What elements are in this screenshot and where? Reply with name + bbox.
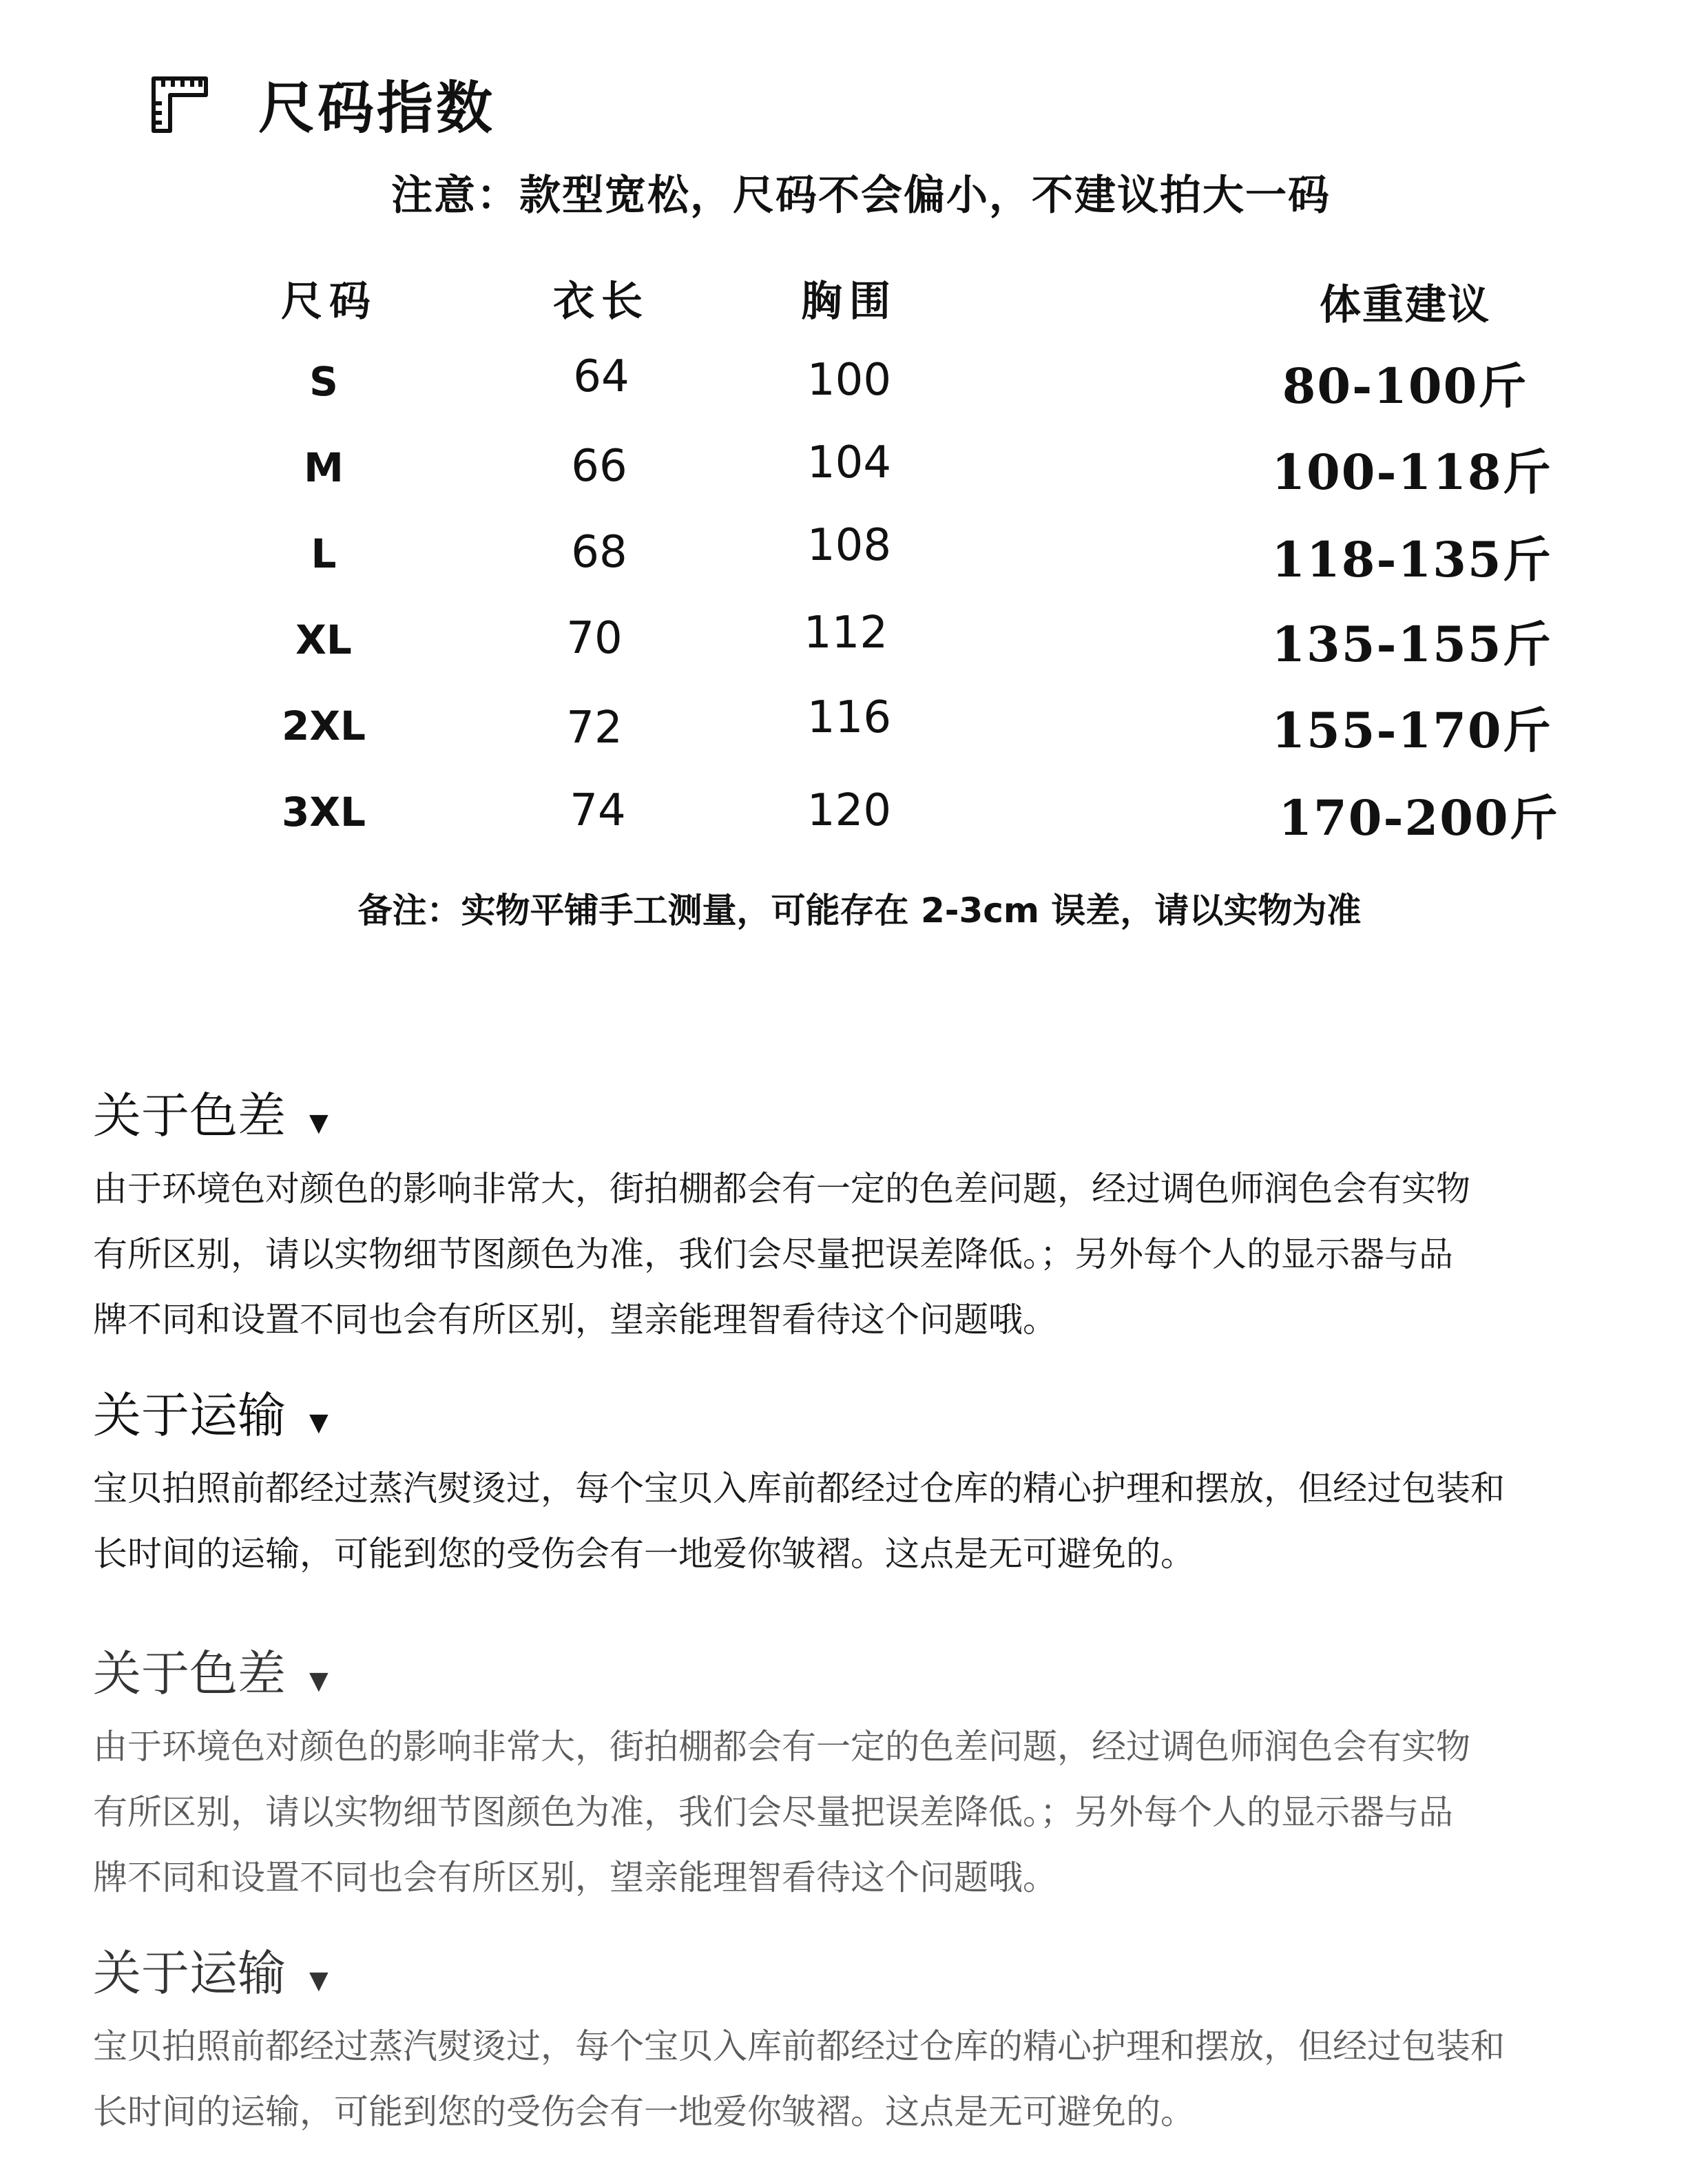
chest-cell: 100 [806,355,892,406]
size-cell: S [309,358,338,405]
size-cell: L [311,530,337,577]
section-body-line: 牌不同和设置不同也会有所区别，望亲能理智看待这个问题哦。 [93,1858,1057,1898]
section-body [93,1156,1677,1353]
page-title: 尺码指数 [258,75,496,141]
section-body-line: 长时间的运输，可能到您的受伤会有一地爱你皱褶。这点是无可避免的。 [93,2092,1195,2132]
table-header-chest: 胸围 [801,278,897,326]
caret-down-icon: ▼ [309,1109,329,1137]
weight-cell: 80-100斤 [1282,357,1528,415]
section-title-text: 关于色差 [93,1645,286,1702]
section-title [93,1643,1677,1705]
length-cell: 74 [570,785,626,836]
size-cell: M [304,444,344,491]
weight-cell: 118-135斤 [1271,531,1552,588]
section-body-line: 宝贝拍照前都经过蒸汽熨烫过，每个宝贝入库前都经过仓库的精心护理和摆放，但经过包装和 [93,1468,1505,1508]
section-title-text: 关于色差 [93,1088,286,1144]
shipping-section [93,1384,1677,1587]
size-cell: XL [295,616,352,663]
size-cell: 2XL [281,703,366,749]
chest-cell: 116 [806,692,892,743]
section-body-line: 有所区别，请以实物细节图颜色为准，我们会尽量把误差降低。；另外每个人的显示器与品 [93,1234,1453,1274]
size-cell: 3XL [281,789,366,835]
length-cell: 66 [571,441,627,492]
weight-cell: 135-155斤 [1271,616,1552,673]
chest-cell: 120 [806,785,892,836]
section-title [93,1384,1677,1446]
weight-cell: 170-200斤 [1278,789,1559,846]
table-header-size: 尺码 [281,278,377,326]
weight-cell: 100-118斤 [1271,444,1552,501]
shipping-section [93,1942,1677,2145]
section-body-line: 长时间的运输，可能到您的受伤会有一地爱你皱褶。这点是无可避免的。 [93,1534,1195,1574]
section-title-text: 关于运输 [93,1945,286,2002]
section-body-line: 牌不同和设置不同也会有所区别，望亲能理智看待这个问题哦。 [93,1300,1057,1340]
length-cell: 68 [571,527,627,578]
section-body [93,1714,1677,1911]
section-title [93,1942,1677,2004]
weight-cell: 155-170斤 [1271,702,1552,759]
color-difference-section [93,1085,1677,1353]
section-body [93,2014,1677,2145]
chest-cell: 108 [806,520,892,571]
section-body [93,1456,1677,1587]
size-chart-header [148,65,495,141]
chest-cell: 104 [806,437,892,488]
caret-down-icon: ▼ [309,1409,329,1437]
section-body-line: 有所区别，请以实物细节图颜色为准，我们会尽量把误差降低。；另外每个人的显示器与品 [93,1792,1453,1832]
fit-notice: 注意：款型宽松，尺码不会偏小，不建议拍大一码 [391,172,1331,220]
table-header-length: 衣长 [553,278,649,326]
measurement-remark: 备注：实物平铺手工测量，可能存在 2-3cm 误差，请以实物为准 [357,891,1362,931]
section-body-line: 宝贝拍照前都经过蒸汽熨烫过，每个宝贝入库前都经过仓库的精心护理和摆放，但经过包装和 [93,2026,1505,2066]
caret-down-icon: ▼ [309,1667,329,1695]
length-cell: 72 [566,703,623,754]
chest-cell: 112 [803,607,888,658]
caret-down-icon: ▼ [309,1966,329,1995]
length-cell: 64 [573,351,629,402]
length-cell: 70 [566,613,623,664]
table-header-weight: 体重建议 [1320,281,1490,329]
ruler-icon [148,72,211,135]
section-body-line: 由于环境色对颜色的影响非常大，街拍棚都会有一定的色差问题，经过调色师润色会有实物 [93,1169,1470,1209]
color-difference-section [93,1643,1677,1911]
section-title [93,1085,1677,1147]
section-body-line: 由于环境色对颜色的影响非常大，街拍棚都会有一定的色差问题，经过调色师润色会有实物 [93,1727,1470,1767]
section-title-text: 关于运输 [93,1387,286,1444]
